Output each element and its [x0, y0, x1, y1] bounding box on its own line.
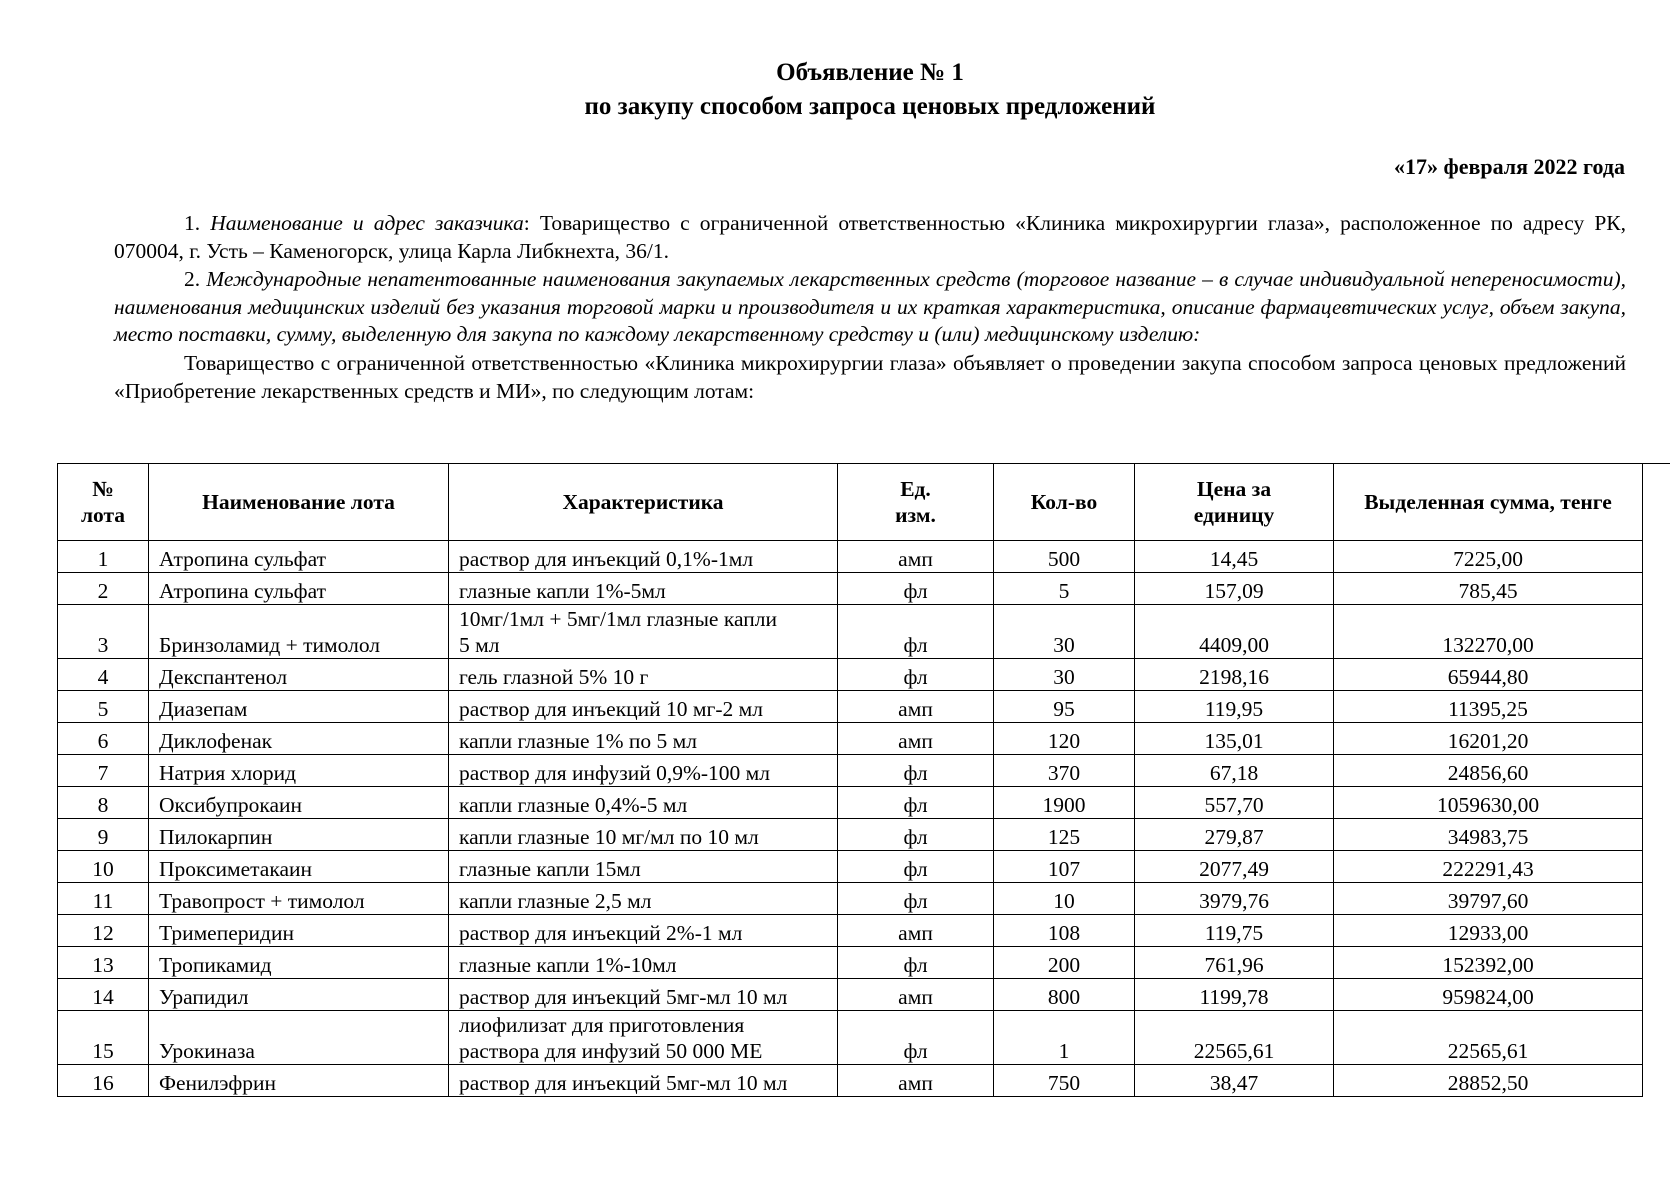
- cell-quantity: 370: [994, 755, 1135, 787]
- cell-allocated-sum: 959824,00: [1334, 979, 1643, 1011]
- header-quantity: Кол-во: [994, 464, 1135, 541]
- cell-unit: фл: [838, 787, 994, 819]
- cell-quantity: 108: [994, 915, 1135, 947]
- cell-spec: раствор для инъекций 2%-1 мл: [449, 915, 838, 947]
- cell-unit: фл: [838, 605, 994, 659]
- table-row: [58, 541, 1643, 573]
- cell-unit: фл: [838, 755, 994, 787]
- cell-spec: глазные капли 15мл: [449, 851, 838, 883]
- cell-spec: раствор для инъекций 10 мг-2 мл: [449, 691, 838, 723]
- cell-spec: раствор для инфузий 0,9%-100 мл: [449, 755, 838, 787]
- cell-allocated-sum: 12933,00: [1334, 915, 1643, 947]
- cell-quantity: 10: [994, 883, 1135, 915]
- header-spec: Характеристика: [449, 464, 838, 541]
- table-row: [58, 723, 1643, 755]
- table-row: [58, 1011, 1643, 1065]
- cell-quantity: 200: [994, 947, 1135, 979]
- cell-spec: глазные капли 1%-10мл: [449, 947, 838, 979]
- table-row: [58, 915, 1643, 947]
- cell-spec: 10мг/1мл + 5мг/1мл глазные капли 5 мл: [449, 605, 838, 659]
- cell-quantity: 800: [994, 979, 1135, 1011]
- cell-spec: раствор для инъекций 5мг-мл 10 мл: [449, 1065, 838, 1097]
- cell-unit: амп: [838, 915, 994, 947]
- paragraph-customer: [114, 210, 1626, 265]
- cell-lot-name: Бринзоламид + тимолол: [149, 605, 449, 659]
- cell-quantity: 125: [994, 819, 1135, 851]
- cell-lot-number: 10: [58, 851, 149, 883]
- cell-unit-price: 135,01: [1135, 723, 1334, 755]
- cell-unit-price: 14,45: [1135, 541, 1334, 573]
- cell-lot-name: Травопрост + тимолол: [149, 883, 449, 915]
- header-allocated-sum: Выделенная сумма, тенге: [1334, 464, 1643, 541]
- cell-allocated-sum: 65944,80: [1334, 659, 1643, 691]
- cell-unit: амп: [838, 723, 994, 755]
- paragraph-number: 2.: [184, 267, 207, 292]
- lots-table: [57, 463, 1643, 1097]
- cell-lot-number: 5: [58, 691, 149, 723]
- cell-lot-name: Натрия хлорид: [149, 755, 449, 787]
- cell-unit: фл: [838, 947, 994, 979]
- cell-lot-name: Пилокарпин: [149, 819, 449, 851]
- cell-lot-number: 15: [58, 1011, 149, 1065]
- cell-unit-price: 67,18: [1135, 755, 1334, 787]
- cell-lot-name: Тримеперидин: [149, 915, 449, 947]
- paragraph-text: Товарищество с ограниченной ответственностью «Клиника микрохирургии глаза» объявляет о проведении закупа способом запроса ценовых предложений «Приобретение лекарственных средств и МИ», по следующим лотам:: [114, 350, 1626, 403]
- cell-lot-number: 4: [58, 659, 149, 691]
- cell-lot-name: Атропина сульфат: [149, 541, 449, 573]
- cell-lot-number: 2: [58, 573, 149, 605]
- cell-unit: амп: [838, 691, 994, 723]
- cell-allocated-sum: 28852,50: [1334, 1065, 1643, 1097]
- cell-quantity: 750: [994, 1065, 1135, 1097]
- cell-lot-name: Атропина сульфат: [149, 573, 449, 605]
- cell-unit-price: 22565,61: [1135, 1011, 1334, 1065]
- paragraph-label: Международные непатентованные наименования закупаемых лекарственных средств (торговое название – в случае индивидуальной непереносимости), наименования медицинских изделий без указания торговой марки и производителя и их краткая характеристика, описание фармацевтических услуг, объем закупа, место поставки, сумму, выделенную для закупа по каждому лекарственному средству и (или) медицинскому изделию:: [114, 267, 1626, 347]
- table-row: [58, 1065, 1643, 1097]
- cell-quantity: 1900: [994, 787, 1135, 819]
- cell-spec: капли глазные 10 мг/мл по 10 мл: [449, 819, 838, 851]
- cell-unit-price: 279,87: [1135, 819, 1334, 851]
- cell-allocated-sum: 132270,00: [1334, 605, 1643, 659]
- table-row: [58, 755, 1643, 787]
- cell-lot-number: 12: [58, 915, 149, 947]
- table-row: [58, 659, 1643, 691]
- header-unit: Ед. изм.: [838, 464, 994, 541]
- cell-lot-number: 8: [58, 787, 149, 819]
- cell-quantity: 107: [994, 851, 1135, 883]
- cell-allocated-sum: 11395,25: [1334, 691, 1643, 723]
- cell-lot-name: Диазепам: [149, 691, 449, 723]
- table-row: [58, 851, 1643, 883]
- cell-spec: капли глазные 2,5 мл: [449, 883, 838, 915]
- cell-lot-name: Урапидил: [149, 979, 449, 1011]
- table-row: [58, 819, 1643, 851]
- document-date: «17» февраля 2022 года: [1394, 154, 1625, 179]
- cell-allocated-sum: 222291,43: [1334, 851, 1643, 883]
- cell-unit: амп: [838, 1065, 994, 1097]
- document-subtitle: по закупу способом запроса ценовых предложений: [584, 93, 1156, 120]
- cell-spec: раствор для инъекций 0,1%-1мл: [449, 541, 838, 573]
- cell-unit-price: 2077,49: [1135, 851, 1334, 883]
- paragraph-number: 1.: [184, 211, 211, 235]
- cell-quantity: 30: [994, 605, 1135, 659]
- cell-spec: капли глазные 0,4%-5 мл: [449, 787, 838, 819]
- cell-lot-name: Проксиметакаин: [149, 851, 449, 883]
- cell-allocated-sum: 7225,00: [1334, 541, 1643, 573]
- cell-unit-price: 38,47: [1135, 1065, 1334, 1097]
- cell-unit-price: 119,75: [1135, 915, 1334, 947]
- cell-lot-number: 13: [58, 947, 149, 979]
- cell-quantity: 5: [994, 573, 1135, 605]
- cell-unit-price: 3979,76: [1135, 883, 1334, 915]
- cell-quantity: 1: [994, 1011, 1135, 1065]
- cell-unit-price: 2198,16: [1135, 659, 1334, 691]
- cell-allocated-sum: 34983,75: [1334, 819, 1643, 851]
- table-row: [58, 605, 1643, 659]
- cell-lot-name: Тропикамид: [149, 947, 449, 979]
- cell-unit-price: 157,09: [1135, 573, 1334, 605]
- cell-unit-price: 119,95: [1135, 691, 1334, 723]
- cell-unit-price: 4409,00: [1135, 605, 1334, 659]
- cell-lot-number: 11: [58, 883, 149, 915]
- cell-quantity: 30: [994, 659, 1135, 691]
- cell-unit: фл: [838, 851, 994, 883]
- cell-unit: фл: [838, 573, 994, 605]
- cell-allocated-sum: 152392,00: [1334, 947, 1643, 979]
- cell-allocated-sum: 22565,61: [1334, 1011, 1643, 1065]
- cell-lot-number: 3: [58, 605, 149, 659]
- paragraph-items: [114, 266, 1626, 349]
- cell-unit: фл: [838, 1011, 994, 1065]
- cell-lot-name: Оксибупрокаин: [149, 787, 449, 819]
- cell-lot-number: 9: [58, 819, 149, 851]
- table-row: [58, 787, 1643, 819]
- cell-spec: раствор для инъекций 5мг-мл 10 мл: [449, 979, 838, 1011]
- cell-quantity: 120: [994, 723, 1135, 755]
- cell-spec: капли глазные 1% по 5 мл: [449, 723, 838, 755]
- cell-lot-number: 7: [58, 755, 149, 787]
- cell-lot-number: 1: [58, 541, 149, 573]
- cell-allocated-sum: 16201,20: [1334, 723, 1643, 755]
- cell-unit-price: 557,70: [1135, 787, 1334, 819]
- cell-allocated-sum: 785,45: [1334, 573, 1643, 605]
- table-row: [58, 947, 1643, 979]
- cell-unit-price: 761,96: [1135, 947, 1334, 979]
- paragraph-text: : Товарищество с ограниченной ответственностью «Клиника микрохирургии глаза», расположенное по адресу РК, 070004, г. Усть – Каменогорск, улица Карла Либкнехта, 36/1.: [114, 211, 1626, 263]
- cell-spec: глазные капли 1%-5мл: [449, 573, 838, 605]
- cell-spec: гель глазной 5% 10 г: [449, 659, 838, 691]
- cell-lot-name: Фенилэфрин: [149, 1065, 449, 1097]
- document-body: [114, 210, 1626, 405]
- cell-quantity: 95: [994, 691, 1135, 723]
- cell-lot-name: Урокиназа: [149, 1011, 449, 1065]
- table-header-row: [58, 464, 1643, 541]
- cell-lot-number: 16: [58, 1065, 149, 1097]
- cell-unit-price: 1199,78: [1135, 979, 1334, 1011]
- paragraph-label: Наименование и адрес заказчика: [210, 211, 524, 235]
- cell-allocated-sum: 39797,60: [1334, 883, 1643, 915]
- cell-unit: амп: [838, 541, 994, 573]
- table-row: [58, 883, 1643, 915]
- cell-unit: фл: [838, 819, 994, 851]
- cell-unit: фл: [838, 659, 994, 691]
- table-row: [58, 691, 1643, 723]
- cell-unit: фл: [838, 883, 994, 915]
- header-unit-price: Цена за единицу: [1135, 464, 1334, 541]
- document-title: Объявление № 1: [776, 59, 964, 86]
- table-rule-extension: [1642, 463, 1670, 464]
- cell-spec: лиофилизат для приготовления раствора для инфузий 50 000 МЕ: [449, 1011, 838, 1065]
- cell-allocated-sum: 1059630,00: [1334, 787, 1643, 819]
- header-lot-number: № лота: [58, 464, 149, 541]
- paragraph-announcement: [114, 350, 1626, 405]
- cell-lot-name: Декспантенол: [149, 659, 449, 691]
- cell-lot-number: 6: [58, 723, 149, 755]
- cell-quantity: 500: [994, 541, 1135, 573]
- cell-unit: амп: [838, 979, 994, 1011]
- cell-lot-name: Диклофенак: [149, 723, 449, 755]
- table-row: [58, 573, 1643, 605]
- cell-lot-number: 14: [58, 979, 149, 1011]
- cell-allocated-sum: 24856,60: [1334, 755, 1643, 787]
- table-row: [58, 979, 1643, 1011]
- header-lot-name: Наименование лота: [149, 464, 449, 541]
